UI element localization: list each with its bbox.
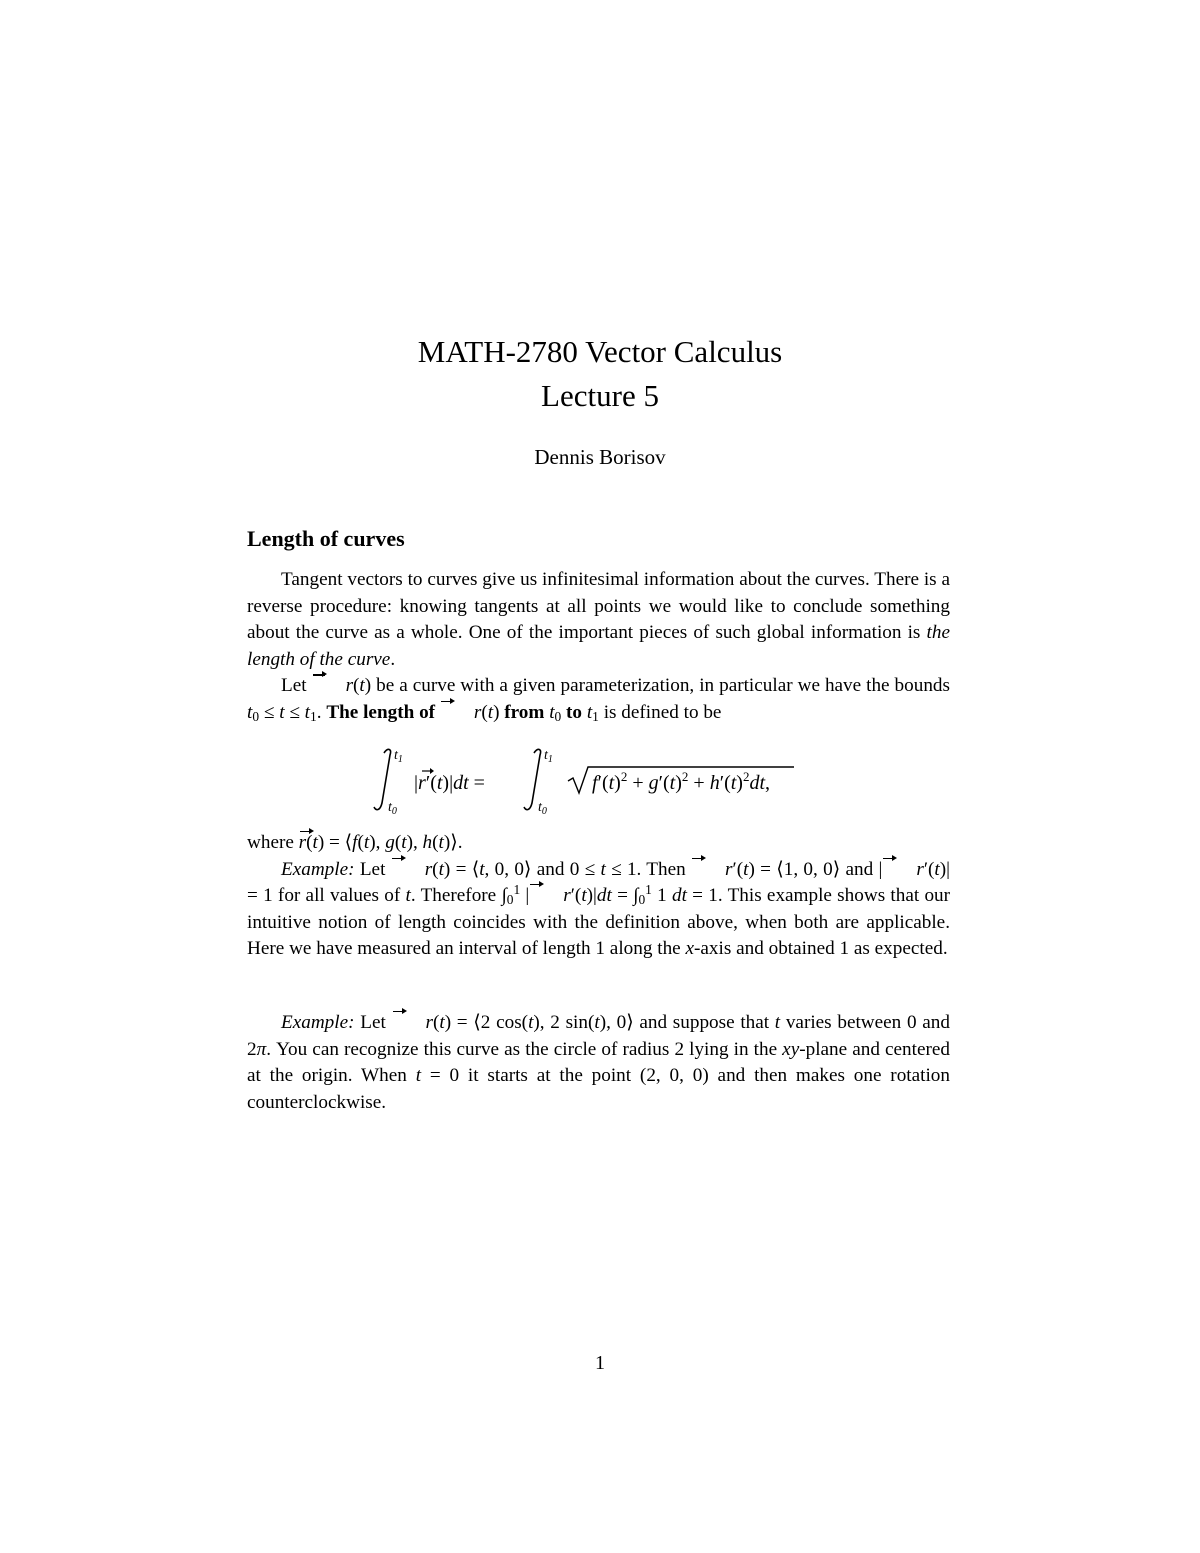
paragraph-example-2: Example: Let r(t) = ⟨2 cos(t), 2 sin(t), 0⟩ and suppose that t varies between 0 and 2π. You can recognize this curve as the circle of radius 2 lying in the xy-plane and centered at the origin. When t = 0 it starts at the point (2, 0, 0) and then makes one rotation counterclockwise. — [247, 1012, 950, 1113]
upper-limit-2: $t_1$ — [544, 748, 553, 765]
integrand-2: $f'(t)^2 + g'(t)^2 + h'(t)^2dt$, — [592, 769, 771, 794]
lower-limit-1: $t_0$ — [388, 800, 397, 817]
author-name: Dennis Borisov — [534, 445, 666, 469]
document-title — [0, 330, 1200, 418]
lower-limit-2: $t_0$ — [538, 800, 547, 817]
paragraph-example-1: Example: Let r(t) = ⟨t, 0, 0⟩ and 0 ≤ t ≤ 1. Then r′(t) = ⟨1, 0, 0⟩ and | r′(t)| = 1 for all values of t. Therefore $\int_0^1$ | $r'(t)|dt = \int_0^1$ 1 dt = 1. This example shows that our intuitive notion of length coincides with the definition above, when both are applicable. Here we have measured an interval of length 1 along the x-axis and obtained 1 as expected. — [247, 858, 951, 960]
title-line-2: Lecture 5 — [541, 378, 659, 413]
definition-bold-text: The length of r(t) from $t_0$ to $t_1$ — [326, 702, 599, 723]
section-heading: Length of curves — [247, 526, 405, 551]
paragraph-where: where r(t) = ⟨f(t), g(t), h(t)⟩. — [247, 830, 950, 857]
paragraph-definition: Let r(t) be a curve with a given parameterization, in particular we have the bounds $t_0 \le t \le t_1$. The length of r(t) from $t_0$ to $t_1$ is defined to be — [247, 673, 950, 726]
body-text-block-3 — [247, 1010, 950, 1116]
integrand-1: |r′(t)|dt = — [414, 772, 485, 794]
paragraph-intro: Tangent vectors to curves give us infinitesimal information about the curves. There is a reverse procedure: knowing tangents at all points we would like to conclude something about the curve as a whole. One of the important pieces of such global information is the length of the curve. — [247, 569, 950, 670]
arc-length-integral-formula — [370, 745, 850, 817]
integral-formula-svg — [370, 745, 850, 817]
body-text-block-2 — [247, 830, 950, 963]
page-number: 1 — [595, 1352, 605, 1374]
upper-limit-1: $t_1$ — [394, 748, 403, 765]
title-line-1: MATH-2780 Vector Calculus — [417, 334, 783, 369]
body-text-block-1 — [247, 567, 950, 727]
